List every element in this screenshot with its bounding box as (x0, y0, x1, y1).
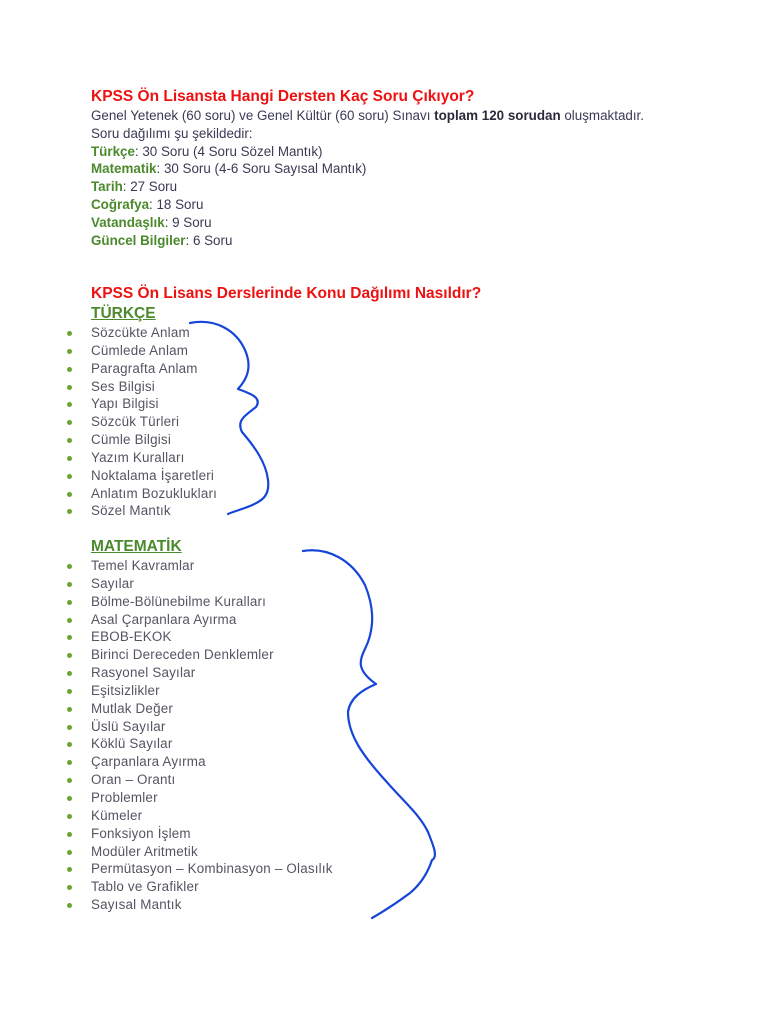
bullet-icon (67, 438, 72, 443)
bullet-icon (67, 349, 72, 354)
turkce-topic-label: Noktalama İşaretleri (91, 467, 215, 483)
bullet-icon (67, 903, 72, 908)
bullet-icon (67, 850, 72, 855)
intro-text-2: oluşmaktadır. (560, 108, 644, 123)
turkce-topic-item (0, 324, 217, 342)
intro-line (91, 107, 644, 125)
matematik-topic-list (0, 557, 333, 914)
distribution-cografya (91, 196, 644, 214)
matematik-topic-label: Eşitsizlikler (91, 682, 160, 698)
subject-count: : 30 Soru (4 Soru Sözel Mantık) (134, 143, 323, 159)
bullet-icon (67, 725, 72, 730)
matematik-topic-item (0, 878, 333, 896)
matematik-topic-item (0, 700, 333, 718)
matematik-topic-label: Rasyonel Sayılar (91, 665, 196, 681)
question-heading-2: KPSS Ön Lisans Derslerinde Konu Dağılımı Nasıldır? (91, 285, 482, 302)
subject-count: : 27 Soru (122, 179, 178, 195)
bullet-icon (67, 492, 72, 497)
matematik-topic-item (0, 557, 333, 575)
turkce-topic-item (0, 502, 217, 520)
bullet-icon (67, 402, 72, 407)
matematik-topic-item (0, 593, 333, 611)
bullet-icon (67, 689, 72, 694)
bullet-icon (67, 367, 72, 372)
bullet-icon (67, 742, 72, 747)
matematik-topic-label: Üslü Sayılar (91, 718, 166, 734)
turkce-topic-label: Yapı Bilgisi (91, 396, 159, 412)
matematik-topic-label: Köklü Sayılar (91, 736, 173, 752)
matematik-topic-label: Temel Kavramlar (91, 558, 195, 573)
turkce-topic-label: Sözcükte Anlam (91, 325, 190, 340)
matematik-topic-label: Bölme-Bölünebilme Kuralları (91, 593, 267, 609)
turkce-topic-label: Yazım Kuralları (91, 449, 185, 465)
turkce-topic-item (0, 342, 217, 360)
matematik-section-title: MATEMATİK (91, 538, 182, 555)
matematik-topic-item (0, 664, 333, 682)
bullet-icon (67, 707, 72, 712)
turkce-topic-item (0, 378, 217, 396)
bullet-icon (67, 618, 72, 623)
matematik-topic-item (0, 771, 333, 789)
question-heading-1: KPSS Ön Lisansta Hangi Dersten Kaç Soru Çıkıyor? (91, 88, 475, 105)
bullet-icon (67, 832, 72, 837)
turkce-topic-item (0, 413, 217, 431)
bullet-icon (67, 635, 72, 640)
turkce-topic-label: Cümle Bilgisi (91, 432, 171, 448)
intro-line-2: Soru dağılımı şu şekildedir: (91, 125, 253, 141)
matematik-topic-item (0, 789, 333, 807)
matematik-topic-item (0, 611, 333, 629)
matematik-topic-label: EBOB-EKOK (91, 629, 172, 645)
bullet-icon (67, 509, 72, 514)
bullet-icon (67, 653, 72, 658)
bullet-icon (67, 474, 72, 479)
matematik-topic-item (0, 646, 333, 664)
bullet-icon (67, 671, 72, 676)
turkce-topic-label: Cümlede Anlam (91, 342, 189, 358)
matematik-topic-label: Sayısal Mantık (91, 897, 182, 913)
turkce-topic-label: Paragrafta Anlam (91, 360, 198, 376)
bullet-icon (67, 331, 72, 336)
matematik-topic-item (0, 825, 333, 843)
turkce-section-title: TÜRKÇE (91, 305, 156, 322)
turkce-topic-item (0, 485, 217, 503)
bullet-icon (67, 600, 72, 605)
subject-label: Vatandaşlık (91, 214, 165, 230)
matematik-topic-item (0, 843, 333, 861)
turkce-topic-item (0, 431, 217, 449)
matematik-topic-label: Çarpanlara Ayırma (91, 754, 206, 770)
turkce-topic-item (0, 395, 217, 413)
bullet-icon (67, 582, 72, 587)
subject-count: : 6 Soru (185, 232, 233, 248)
bullet-icon (67, 385, 72, 390)
subject-label: Tarih (91, 179, 123, 195)
matematik-topic-label: Problemler (91, 789, 158, 805)
bullet-icon (67, 420, 72, 425)
subject-count: : 18 Soru (149, 196, 204, 212)
matematik-topic-label: Oran – Orantı (91, 772, 176, 788)
distribution-matematik (91, 160, 644, 178)
bullet-icon (67, 760, 72, 765)
matematik-topic-item (0, 628, 333, 646)
turkce-topic-item (0, 467, 217, 485)
matematik-topic-label: Tablo ve Grafikler (91, 879, 199, 895)
matematik-topic-item (0, 896, 333, 914)
distribution-turkce (91, 143, 644, 161)
distribution-guncel-bilgiler (91, 232, 644, 250)
subject-count: : 30 Soru (4-6 Soru Sayısal Mantık) (156, 161, 367, 177)
matematik-topic-item (0, 753, 333, 771)
bullet-icon (67, 778, 72, 783)
subject-label: Matematik (91, 161, 157, 177)
bullet-icon (67, 867, 72, 872)
matematik-topic-item (0, 735, 333, 753)
intro-text-1: Genel Yetenek (60 soru) ve Genel Kültür (60 soru) Sınavı (91, 108, 435, 123)
matematik-topic-label: Kümeler (91, 807, 143, 823)
matematik-topic-item (0, 718, 333, 736)
turkce-topic-item (0, 449, 217, 467)
subject-label: Coğrafya (91, 196, 150, 212)
bullet-icon (67, 456, 72, 461)
distribution-vatandaslik (91, 214, 644, 232)
subject-label: Güncel Bilgiler (91, 232, 186, 248)
matematik-topic-label: Fonksiyon İşlem (91, 825, 191, 841)
turkce-topic-label: Sözel Mantık (91, 503, 171, 519)
bullet-icon (67, 796, 72, 801)
distribution-tarih (91, 178, 644, 196)
turkce-topic-list (0, 324, 217, 520)
matematik-topic-label: Sayılar (91, 575, 135, 591)
matematik-topic-item (0, 575, 333, 593)
turkce-topic-item (0, 360, 217, 378)
matematik-topic-item (0, 682, 333, 700)
intro-bold-total: toplam 120 sorudan (434, 108, 561, 123)
bullet-icon (67, 564, 72, 569)
matematik-topic-label: Birinci Dereceden Denklemler (91, 647, 274, 663)
turkce-topic-label: Sözcük Türleri (91, 414, 180, 430)
matematik-topic-label: Mutlak Değer (91, 700, 174, 716)
bullet-icon (67, 814, 72, 819)
turkce-topic-label: Anlatım Bozuklukları (91, 485, 218, 501)
intro-block (91, 107, 644, 249)
subject-label: Türkçe (91, 143, 135, 159)
matematik-topic-item (0, 860, 333, 878)
matematik-topic-item (0, 807, 333, 825)
subject-count: : 9 Soru (164, 214, 212, 230)
matematik-topic-label: Asal Çarpanlara Ayırma (91, 611, 237, 627)
turkce-topic-label: Ses Bilgisi (91, 378, 155, 394)
bullet-icon (67, 885, 72, 890)
matematik-topic-label: Modüler Aritmetik (91, 843, 198, 859)
matematik-topic-label: Permütasyon – Kombinasyon – Olasılık (91, 861, 333, 877)
